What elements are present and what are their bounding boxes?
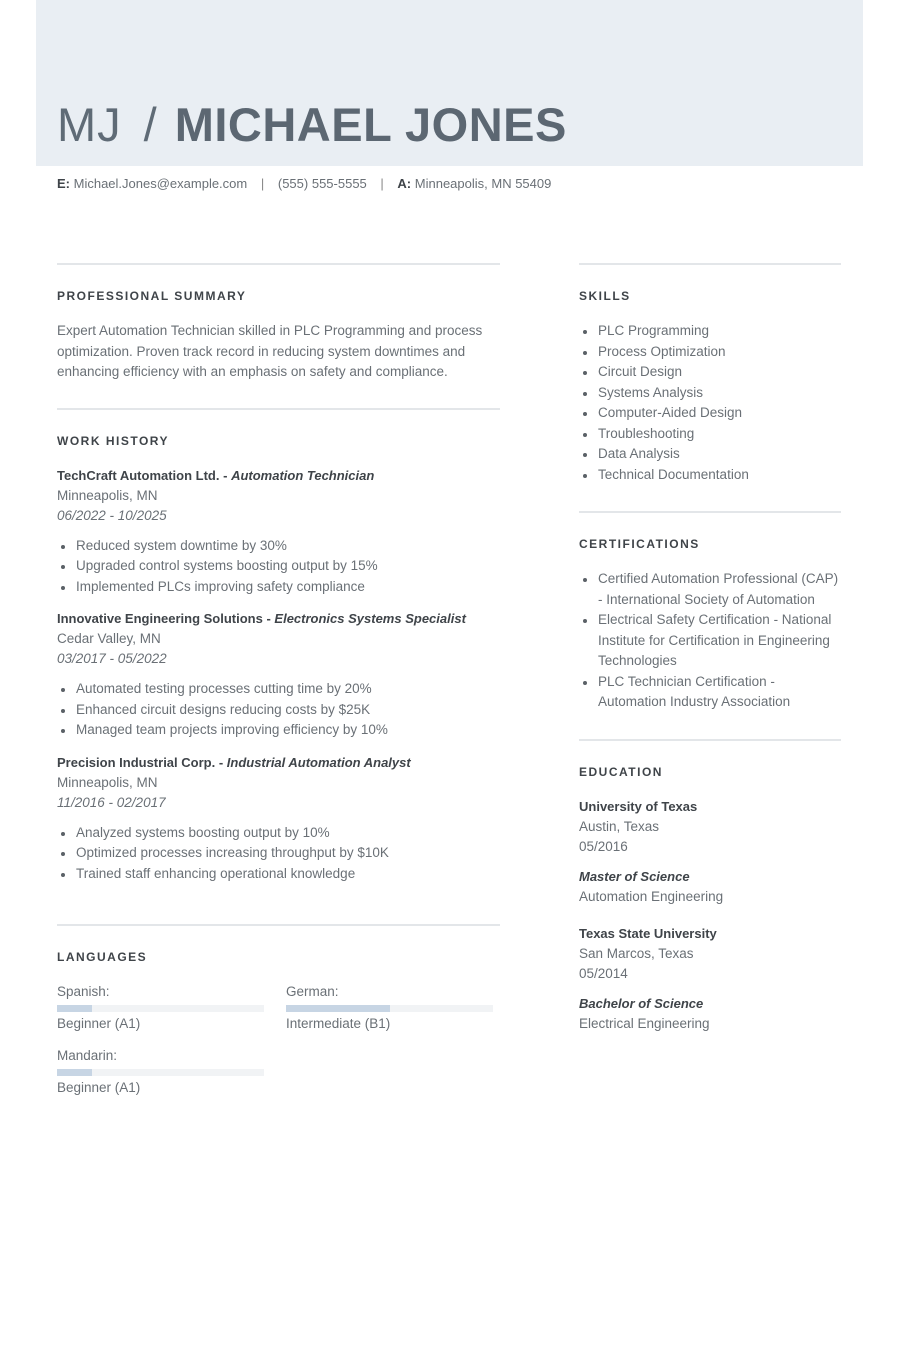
language-item bbox=[286, 982, 493, 1034]
job-role: Automation Technician bbox=[231, 467, 375, 483]
contact-line bbox=[57, 176, 551, 191]
job-heading bbox=[57, 609, 500, 629]
list-item: PLC Technician Certification - Automation Industry Association bbox=[579, 672, 841, 713]
separator: | bbox=[260, 176, 265, 191]
job-location: Cedar Valley, MN bbox=[57, 631, 161, 646]
page-title bbox=[57, 96, 567, 156]
job-bullets bbox=[57, 823, 500, 885]
separator: | bbox=[380, 176, 384, 191]
list-item: Automated testing processes cutting time by 20% bbox=[57, 679, 500, 700]
certifications-title: CERTIFICATIONS bbox=[579, 537, 700, 551]
school-location: San Marcos, Texas bbox=[579, 945, 694, 961]
school-name: Texas State University bbox=[579, 925, 717, 941]
address: Minneapolis, MN 55409 bbox=[414, 176, 552, 191]
divider bbox=[579, 263, 841, 265]
list-item: Systems Analysis bbox=[579, 383, 841, 404]
list-item: Trained staff enhancing operational knowledge bbox=[57, 864, 500, 885]
language-level: Intermediate (B1) bbox=[286, 1016, 391, 1031]
list-item: Certified Automation Professional (CAP) - International Society of Automation bbox=[579, 569, 841, 610]
list-item: Data Analysis bbox=[579, 444, 841, 465]
name-initials: MJ bbox=[57, 98, 122, 151]
job-role: Electronics Systems Specialist bbox=[274, 611, 466, 626]
job-dates: 11/2016 - 02/2017 bbox=[57, 794, 166, 810]
education-entry bbox=[579, 797, 841, 907]
language-item bbox=[57, 982, 264, 1034]
field-of-study: Electrical Engineering bbox=[579, 1015, 710, 1031]
left-column bbox=[57, 263, 500, 1098]
company-name: TechCraft Automation Ltd. bbox=[57, 467, 220, 483]
language-bar-fill bbox=[286, 1005, 390, 1012]
company-name: Precision Industrial Corp. bbox=[57, 754, 216, 770]
right-column bbox=[579, 263, 841, 1051]
list-item: Circuit Design bbox=[579, 362, 841, 383]
field-of-study: Automation Engineering bbox=[579, 888, 724, 904]
list-item: Optimized processes increasing throughput by $10K bbox=[57, 843, 500, 864]
summary-text: Expert Automation Technician skilled in PLC Programming and process optimization. Proven track record in reducing system downtimes and enhancing efficiency with an emphasis on safety and compliance. bbox=[57, 323, 483, 379]
language-bar bbox=[286, 1005, 493, 1012]
email: Michael.Jones@example.com bbox=[73, 176, 248, 191]
job-role: Industrial Automation Analyst bbox=[226, 754, 411, 770]
list-item: PLC Programming bbox=[579, 321, 841, 342]
name-slash: / bbox=[143, 98, 157, 151]
list-item: Managed team projects improving efficiency by 10% bbox=[57, 720, 500, 741]
graduation-date: 05/2016 bbox=[579, 838, 628, 854]
language-level: Beginner (A1) bbox=[57, 1080, 141, 1095]
list-item: Enhanced circuit designs reducing costs by $25K bbox=[57, 700, 500, 721]
job-location: Minneapolis, MN bbox=[57, 487, 158, 503]
divider bbox=[57, 408, 500, 410]
languages-grid bbox=[57, 982, 500, 1098]
job-dash: - bbox=[215, 754, 227, 770]
language-level: Beginner (A1) bbox=[57, 1016, 141, 1031]
divider bbox=[579, 739, 841, 741]
language-bar bbox=[57, 1069, 264, 1076]
list-item: Analyzed systems boosting output by 10% bbox=[57, 823, 500, 844]
school-location: Austin, Texas bbox=[579, 818, 660, 834]
job-heading bbox=[57, 753, 500, 773]
job-dash: - bbox=[219, 467, 232, 483]
language-bar bbox=[57, 1005, 264, 1012]
job-entry bbox=[57, 609, 500, 741]
list-item: Electrical Safety Certification - National Institute for Certification in Engineering Technologies bbox=[579, 610, 841, 672]
list-item: Upgraded control systems boosting output by 15% bbox=[57, 556, 500, 577]
list-item: Technical Documentation bbox=[579, 465, 841, 486]
job-bullets bbox=[57, 679, 500, 741]
language-name: German: bbox=[286, 984, 339, 999]
job-heading bbox=[57, 466, 500, 486]
job-bullets bbox=[57, 536, 500, 598]
list-item: Reduced system downtime by 30% bbox=[57, 536, 500, 557]
address-label: A: bbox=[397, 176, 412, 191]
language-name: Mandarin: bbox=[57, 1048, 118, 1063]
graduation-date: 05/2014 bbox=[579, 965, 628, 981]
job-location: Minneapolis, MN bbox=[57, 774, 158, 790]
list-item: Implemented PLCs improving safety compliance bbox=[57, 577, 500, 598]
skills-title: SKILLS bbox=[579, 289, 631, 303]
work-history-title: WORK HISTORY bbox=[57, 433, 170, 448]
email-label: E: bbox=[57, 176, 70, 191]
degree: Bachelor of Science bbox=[579, 995, 704, 1011]
certifications-list bbox=[579, 569, 841, 713]
phone: (555) 555-5555 bbox=[277, 176, 367, 191]
language-item bbox=[57, 1046, 264, 1098]
summary-title: PROFESSIONAL SUMMARY bbox=[57, 289, 247, 303]
education-entry bbox=[579, 924, 841, 1034]
degree: Master of Science bbox=[579, 868, 690, 884]
education-title: EDUCATION bbox=[579, 764, 663, 779]
full-name: MICHAEL JONES bbox=[174, 98, 567, 151]
job-dates: 03/2017 - 05/2022 bbox=[57, 651, 167, 666]
divider bbox=[579, 511, 841, 513]
job-dash: - bbox=[262, 611, 275, 626]
company-name: Innovative Engineering Solutions bbox=[57, 611, 263, 626]
language-name: Spanish: bbox=[57, 984, 110, 999]
languages-title: LANGUAGES bbox=[57, 950, 148, 964]
language-bar-fill bbox=[57, 1005, 92, 1012]
language-bar-fill bbox=[57, 1069, 92, 1076]
job-entry bbox=[57, 753, 500, 885]
job-dates: 06/2022 - 10/2025 bbox=[57, 507, 167, 523]
list-item: Process Optimization bbox=[579, 342, 841, 363]
school-name: University of Texas bbox=[579, 798, 698, 814]
list-item: Troubleshooting bbox=[579, 424, 841, 445]
job-entry bbox=[57, 466, 500, 598]
skills-list bbox=[579, 321, 841, 485]
list-item: Computer-Aided Design bbox=[579, 403, 841, 424]
divider bbox=[57, 924, 500, 926]
divider bbox=[57, 263, 500, 265]
